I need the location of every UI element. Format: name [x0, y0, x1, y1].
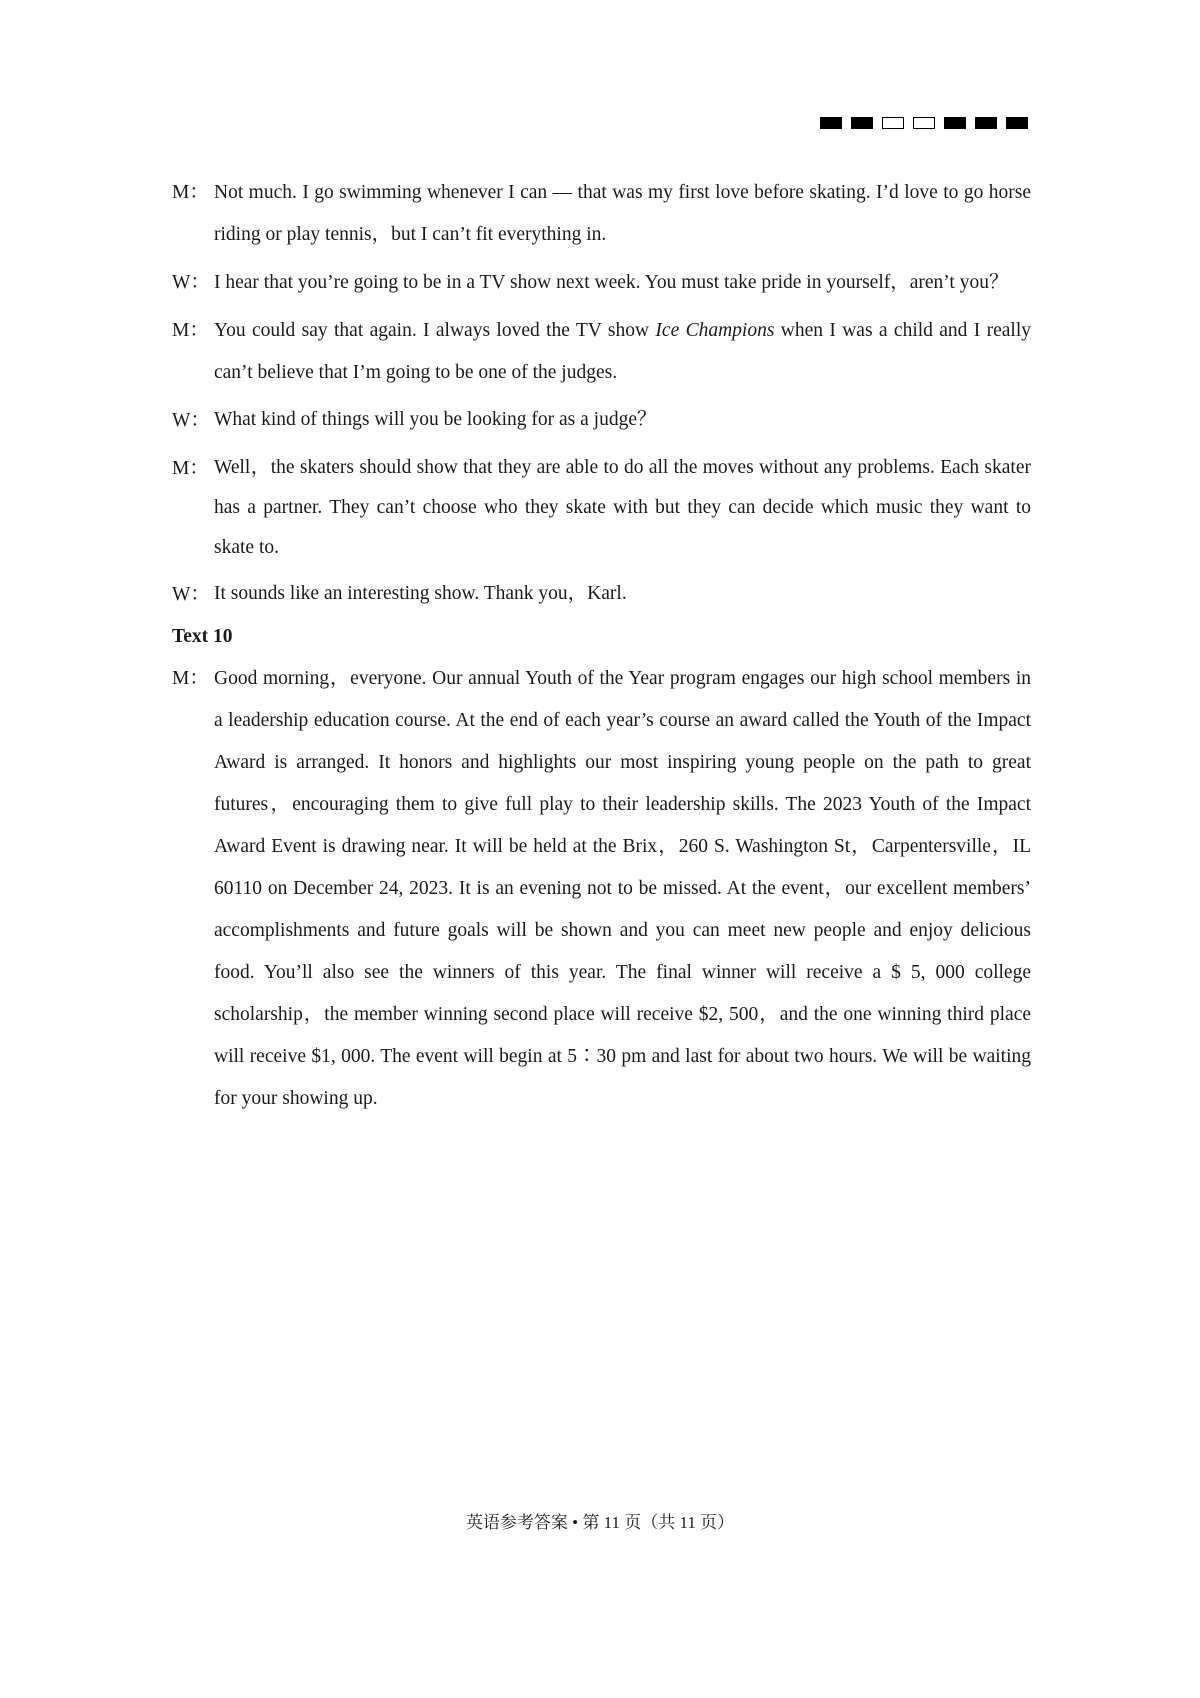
header-mark	[882, 117, 904, 129]
speaker-label: W：	[172, 272, 210, 293]
section-title: Text 10	[172, 626, 233, 647]
dialogue-text: Good morning，everyone. Our annual Youth of the Year program engages our high school members in a leadership education course. At the end of each year’s course an award called the Youth of the Impact Award is arranged. It honors and highlights our most inspiring young people on the path to great futures，encouraging them to give full play to their leadership skills. The 2023 Youth of the Impact Award Event is drawing near. It will be held at the Brix，260 S. Washington St，Carpentersville，IL 60110 on December 24, 2023. It is an evening not to be missed. At the event，our excellent members’ accomplishments and future goals will be shown and you can meet new people and enjoy delicious food. You’ll also see the winners of this year. The final winner will receive a $ 5, 000 college scholarship，the member winning second place will receive $2, 500，and the one winning third place will receive $1, 000. The event will begin at 5∶30 pm and last for about two hours. We will be waiting for your showing up.	[214, 668, 1031, 1109]
show-title: Ice Champions	[655, 320, 775, 341]
dialogue-text: I hear that you’re going to be in a TV show next week. You must take pride in yourself，aren’t you？	[214, 272, 1009, 293]
dialogue-text: It sounds like an interesting show. Thank you，Karl.	[214, 583, 627, 604]
dialogue-line	[172, 658, 1031, 1120]
dialogue-text-part: You could say that again. I always loved the TV show	[214, 320, 656, 341]
dialogue-text: Well，the skaters should show that they are able to do all the moves without any problems. Each skater has a partner. They can’t choose who they skate with but they can decide which music they want to skate to.	[214, 457, 1031, 558]
header-mark	[913, 117, 935, 129]
dialogue-line	[172, 172, 1031, 256]
speaker-label: M：	[172, 320, 209, 341]
speaker-label: M：	[172, 182, 209, 203]
speaker-label: M：	[172, 458, 209, 479]
page-footer: 英语参考答案 • 第 11 页（共 11 页）	[465, 1513, 735, 1532]
header-marks	[820, 117, 1028, 129]
dialogue-text-part: when I was a child and I really can’t believe that I’m going to be one of the judges.	[214, 320, 1031, 383]
dialogue-text: Not much. I go swimming whenever I can — that was my first love before skating. I’d love to go horse riding or play tennis，but I can’t fit everything in.	[214, 182, 1031, 245]
dialogue-line	[172, 574, 1031, 616]
header-mark	[1006, 117, 1028, 129]
page-body	[172, 172, 1031, 1126]
dialogue-text	[214, 310, 1031, 394]
dialogue-line	[172, 262, 1031, 304]
dialogue-line	[172, 310, 1031, 394]
header-mark	[944, 117, 966, 129]
header-mark	[851, 117, 873, 129]
dialogue-text: What kind of things will you be looking for as a judge？	[214, 409, 657, 430]
speaker-label: M：	[172, 668, 209, 689]
speaker-label: W：	[172, 410, 210, 431]
speaker-label: W：	[172, 584, 210, 605]
header-mark	[975, 117, 997, 129]
dialogue-line	[172, 400, 1031, 442]
header-mark	[820, 117, 842, 129]
dialogue-line	[172, 448, 1031, 568]
